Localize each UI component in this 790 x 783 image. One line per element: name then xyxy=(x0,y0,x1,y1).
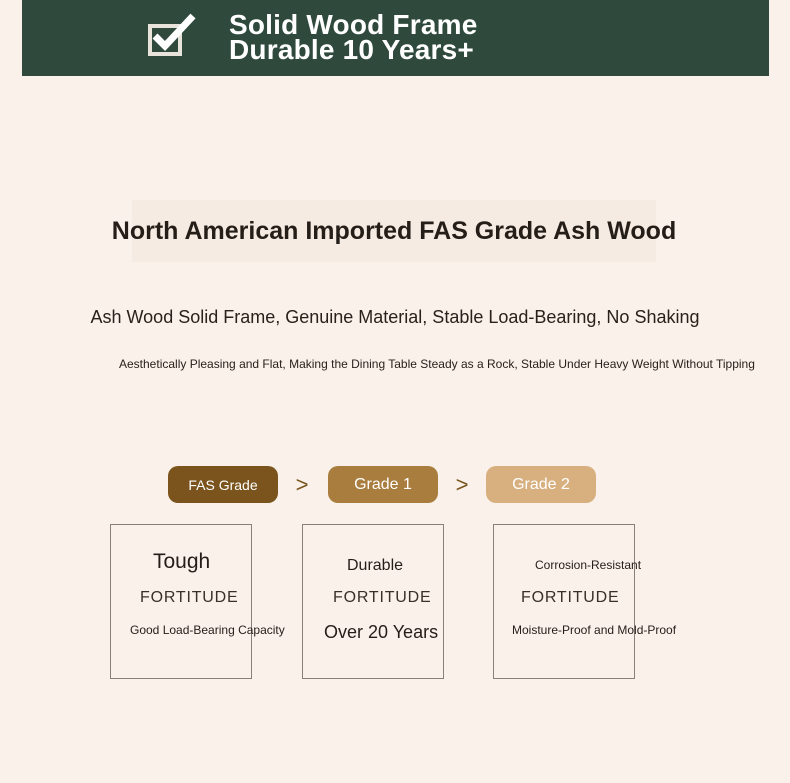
description: Aesthetically Pleasing and Flat, Making the Dining Table Steady as a Rock, Stable Under Heavy Weight Without Tipping xyxy=(119,357,755,371)
banner-title-line-2: Durable 10 Years+ xyxy=(229,34,474,65)
grade-badge-grade-2: Grade 2 xyxy=(486,466,596,503)
subtitle-text: Ash Wood Solid Frame, Genuine Material, Stable Load-Bearing, No Shaking xyxy=(90,307,700,327)
feature-subtitle: FORTITUDE xyxy=(521,589,620,606)
feature-card-durable xyxy=(302,524,444,679)
feature-card-tough xyxy=(110,524,285,679)
feature-title: Corrosion-Resistant xyxy=(535,558,642,572)
page-heading: North American Imported FAS Grade Ash Wood xyxy=(132,200,656,262)
top-banner xyxy=(22,0,769,76)
comparison-greater-than-2: > xyxy=(455,472,469,497)
feature-detail: Moisture-Proof and Mold-Proof xyxy=(512,623,677,637)
feature-title: Durable xyxy=(347,557,404,574)
feature-card-corrosion-resistant xyxy=(493,524,677,679)
subtitle xyxy=(0,307,790,328)
feature-subtitle: FORTITUDE xyxy=(333,589,432,606)
checkbox-check-icon xyxy=(147,12,199,58)
feature-detail: Over 20 Years xyxy=(324,622,439,642)
feature-subtitle: FORTITUDE xyxy=(140,589,239,606)
grade-badge-grade-1: Grade 1 xyxy=(328,466,438,503)
comparison-greater-than-1: > xyxy=(295,472,309,497)
banner-title-line-1: Solid Wood Frame xyxy=(229,9,478,40)
banner-title xyxy=(229,9,478,65)
feature-title: Tough xyxy=(153,550,211,573)
grade-badge-fas: FAS Grade xyxy=(168,466,278,503)
feature-detail: Good Load-Bearing Capacity xyxy=(130,623,285,637)
